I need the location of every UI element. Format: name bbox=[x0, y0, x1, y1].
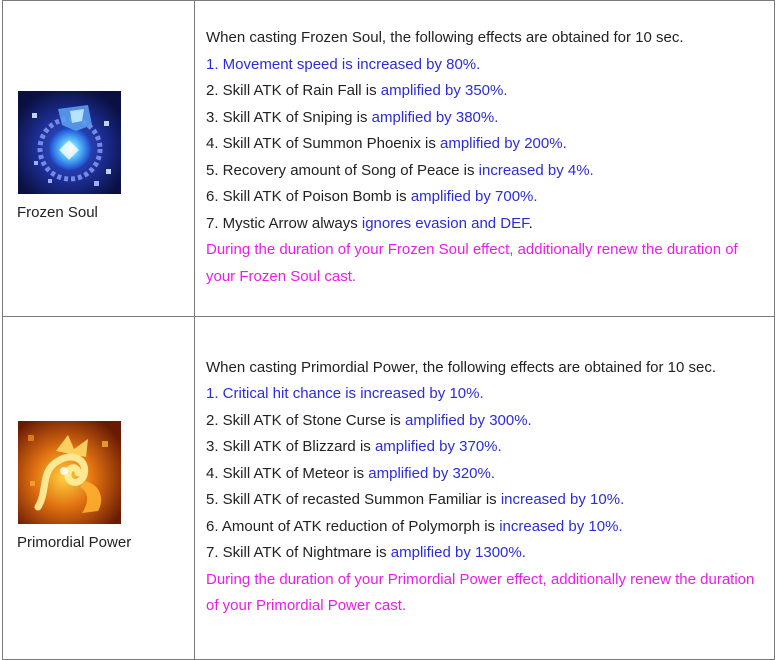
frozen-soul-icon bbox=[18, 91, 121, 194]
renew-note: During the duration of your Frozen Soul effect, additionally renew the duration of your Frozen Soul cast. bbox=[206, 241, 738, 285]
skills-table bbox=[2, 0, 775, 660]
effect-line: 5. Recovery amount of Song of Peace is increased by 4%. bbox=[206, 161, 594, 179]
effect-line: 4. Skill ATK of Meteor is amplified by 320%. bbox=[206, 464, 496, 482]
skill-description-cell bbox=[195, 317, 775, 660]
table-row bbox=[3, 1, 775, 317]
effect-line: 7. Skill ATK of Nightmare is amplified by 1300%. bbox=[206, 544, 526, 561]
effect-intro: When casting Primordial Power, the following effects are obtained for 10 sec. bbox=[206, 358, 716, 376]
skill-name: Frozen Soul bbox=[17, 204, 98, 221]
effect-line: 3. Skill ATK of Sniping is amplified by 380%. bbox=[206, 108, 499, 126]
effect-line: 2. Skill ATK of Stone Curse is amplified by 300%. bbox=[206, 411, 532, 429]
effect-line: 1. Critical hit chance is increased by 10%. bbox=[206, 385, 484, 402]
effect-line: 6. Amount of ATK reduction of Polymorph is increased by 10%. bbox=[206, 517, 623, 535]
skill-name: Primordial Power bbox=[17, 533, 132, 551]
effect-line: 1. Movement speed is increased by 80%. bbox=[206, 55, 481, 73]
skill-description-cell bbox=[195, 1, 775, 317]
table-row bbox=[3, 317, 775, 660]
effect-line: 4. Skill ATK of Summon Phoenix is amplified by 200%. bbox=[206, 135, 567, 152]
effect-line: 7. Mystic Arrow always ignores evasion and DEF. bbox=[206, 214, 533, 232]
effect-line: 5. Skill ATK of recasted Summon Familiar is increased by 10%. bbox=[206, 491, 625, 508]
effect-intro: When casting Frozen Soul, the following effects are obtained for 10 sec. bbox=[206, 29, 684, 46]
renew-note: During the duration of your Primordial Power effect, additionally renew the duration of your Primordial Power cast. bbox=[206, 570, 755, 614]
effect-line: 2. Skill ATK of Rain Fall is amplified by 350%. bbox=[206, 82, 508, 99]
primordial-power-icon bbox=[18, 421, 121, 524]
effect-line: 6. Skill ATK of Poison Bomb is amplified by 700%. bbox=[206, 188, 538, 205]
effect-line: 3. Skill ATK of Blizzard is amplified by 370%. bbox=[206, 438, 502, 455]
skill-name-cell bbox=[3, 1, 195, 317]
skill-name-cell bbox=[3, 317, 195, 660]
